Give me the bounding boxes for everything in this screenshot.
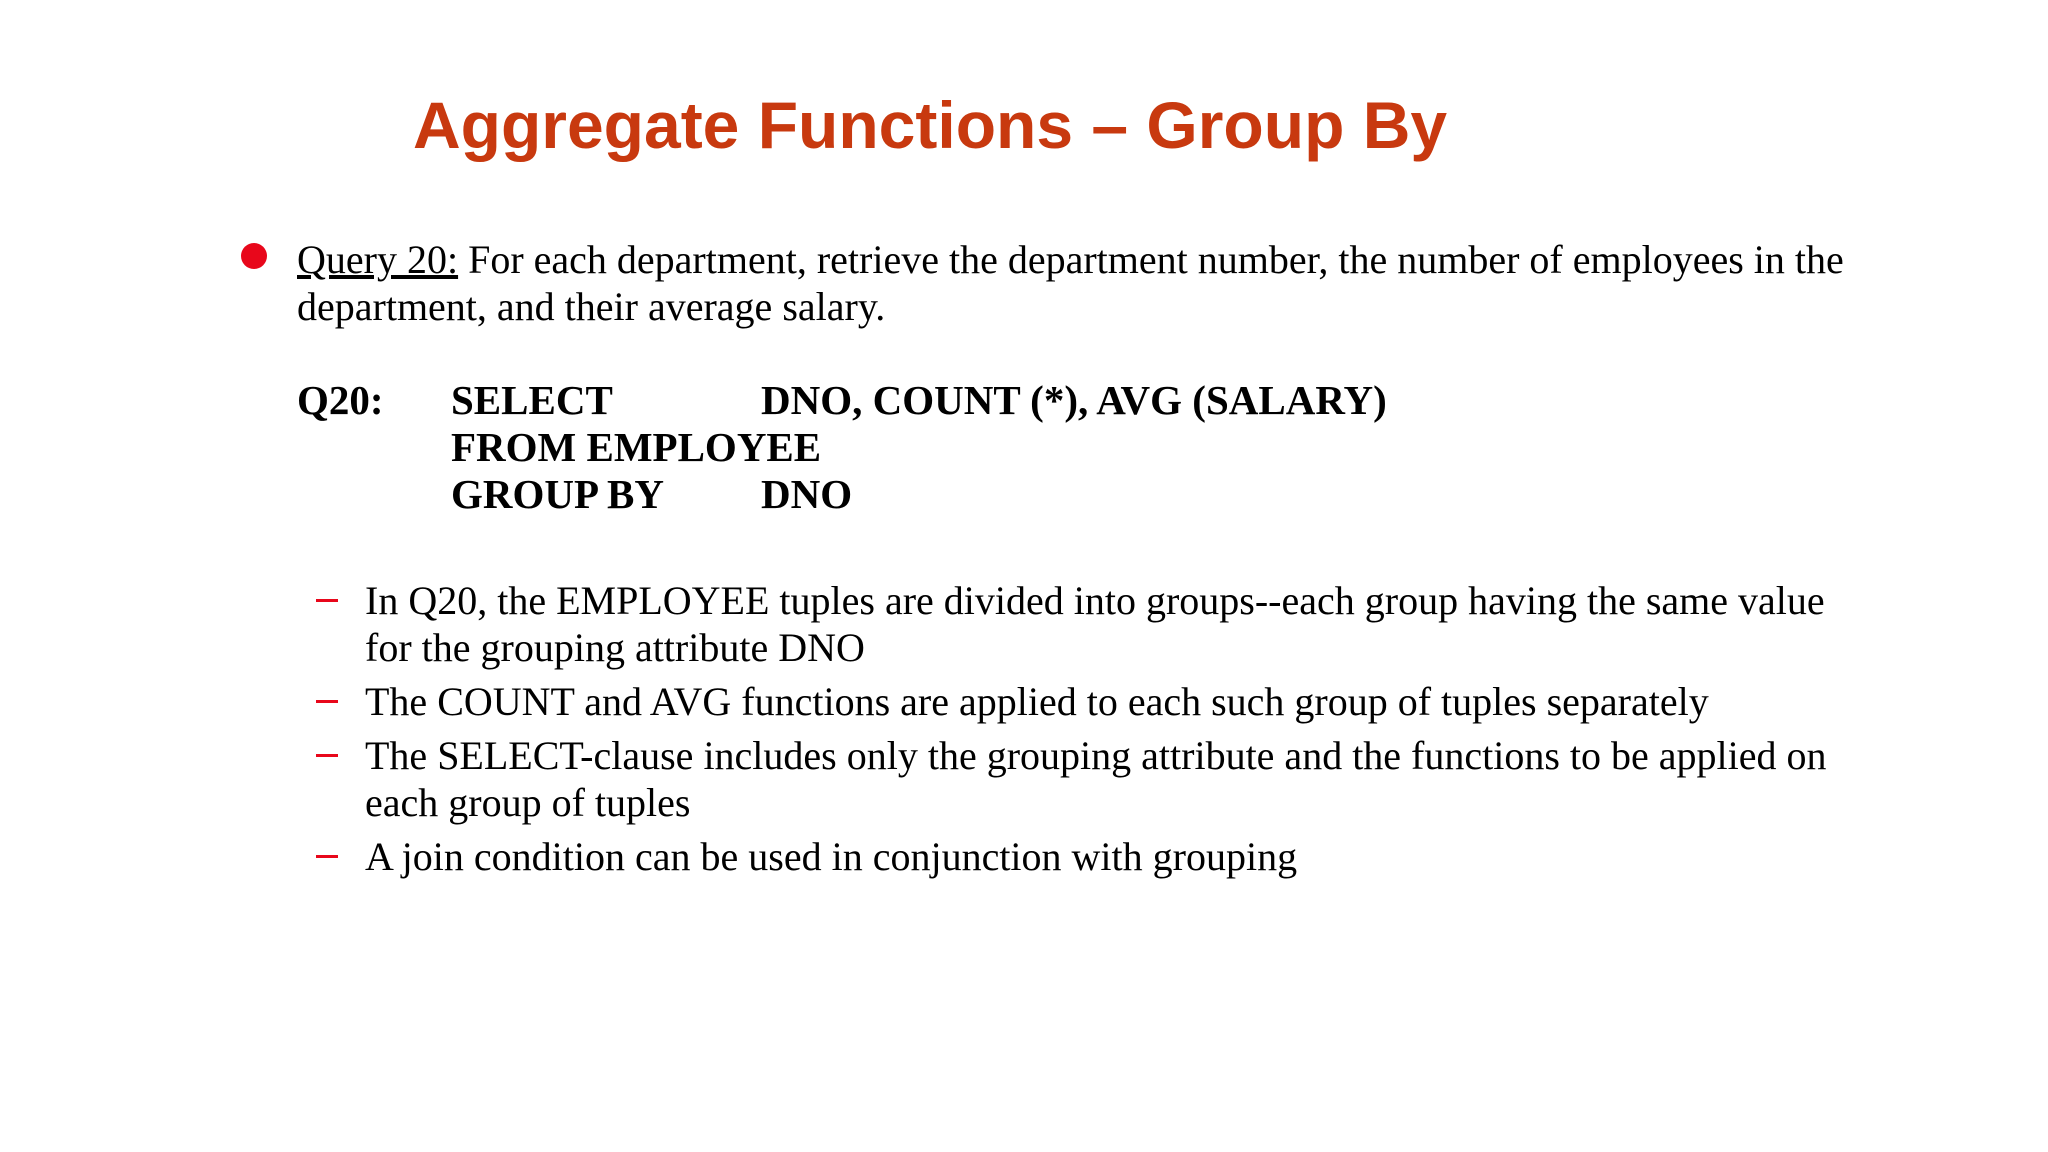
sub-bullet-item	[312, 833, 1872, 880]
dash-icon	[316, 599, 338, 602]
sql-keyword: FROM EMPLOYEE	[451, 424, 822, 470]
sub-bullet-text: The SELECT-clause includes only the grouping attribute and the functions to be applied on each group of tuples	[365, 733, 1827, 825]
sql-value: DNO, COUNT (*), AVG (SALARY)	[761, 377, 1387, 423]
query-label: Query 20:	[297, 237, 459, 282]
sub-bullet-text: The COUNT and AVG functions are applied to each such group of tuples separately	[365, 679, 1709, 724]
sql-keyword: GROUP BY	[451, 471, 664, 517]
sub-bullet-item	[312, 678, 1872, 725]
slide-title: Aggregate Functions – Group By	[413, 88, 1448, 162]
query-text: For each department, retrieve the department number, the number of employees in the department, and their average salary.	[297, 237, 1844, 329]
dash-icon	[316, 700, 338, 703]
sql-value: DNO	[761, 471, 853, 517]
sub-bullet-list	[312, 577, 1872, 887]
sql-label: Q20:	[297, 377, 384, 423]
dash-icon	[316, 855, 338, 858]
dash-icon	[316, 754, 338, 757]
sub-bullet-item	[312, 732, 1872, 826]
bullet-dot-icon	[241, 243, 267, 269]
sql-keyword: SELECT	[451, 377, 613, 423]
sub-bullet-text: In Q20, the EMPLOYEE tuples are divided into groups--each group having the same value for the grouping attribute DNO	[365, 578, 1825, 670]
sub-bullet-item	[312, 577, 1872, 671]
sub-bullet-text: A join condition can be used in conjunction with grouping	[365, 834, 1298, 879]
query-description	[297, 236, 1877, 330]
